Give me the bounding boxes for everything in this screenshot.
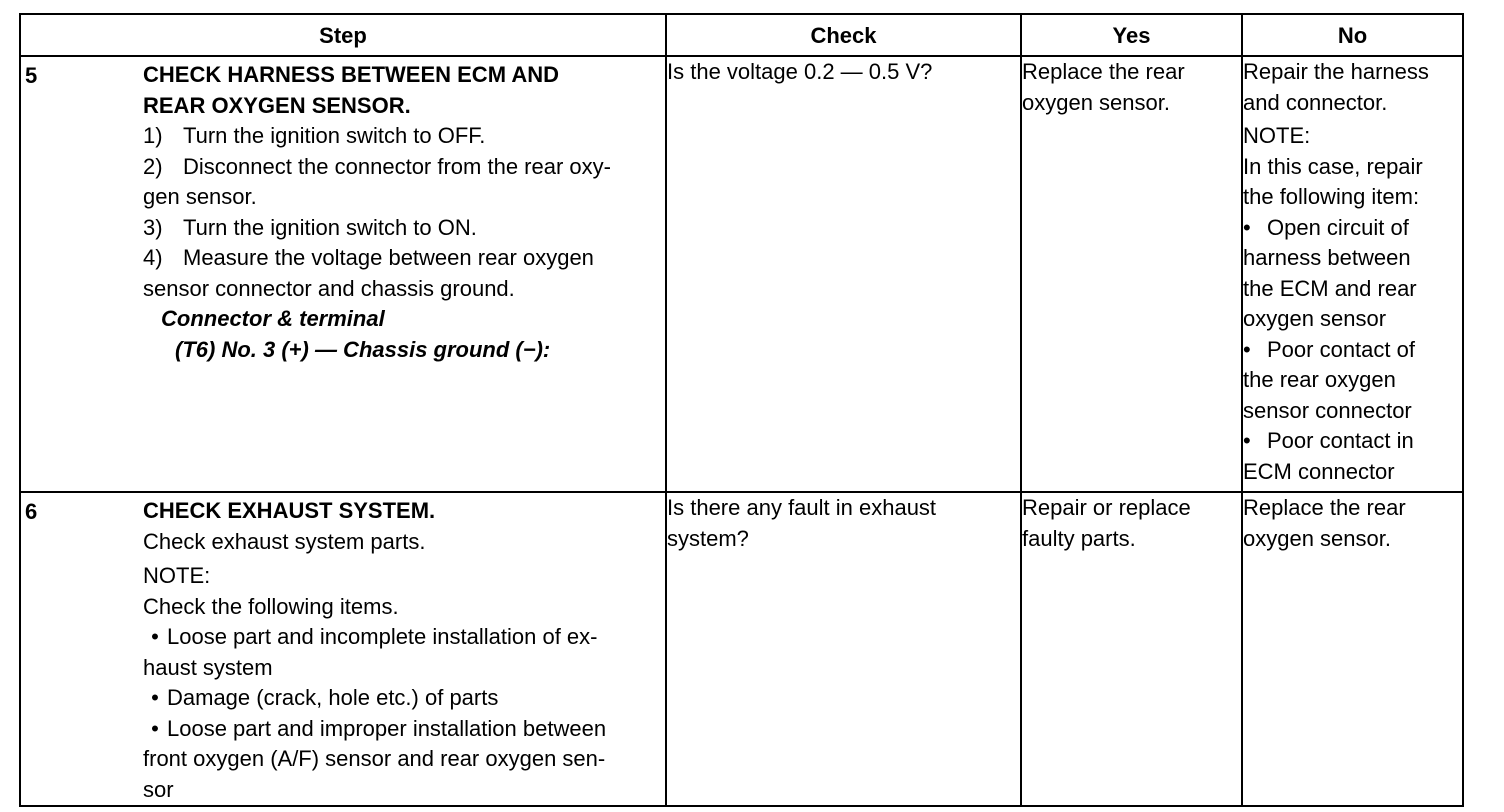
step-cell bbox=[20, 492, 666, 806]
check-text: Is the voltage 0.2 — 0.5 V? bbox=[667, 59, 933, 84]
instruction-text: Turn the ignition switch to OFF. bbox=[183, 123, 486, 148]
no-text-line: and connector. bbox=[1243, 89, 1388, 115]
bullet-text: harness between bbox=[1243, 245, 1411, 270]
header-yes: Yes bbox=[1021, 14, 1242, 56]
bullet-text: front oxygen (A/F) sensor and rear oxygen sen- bbox=[143, 746, 606, 771]
instruction-number: 1) bbox=[143, 123, 163, 148]
yes-cell bbox=[1021, 56, 1242, 492]
check-text-line: system? bbox=[667, 525, 749, 551]
bullet-icon: • bbox=[151, 624, 159, 649]
bullet-text: Loose part and improper installation between bbox=[167, 715, 607, 741]
step-instruction-continued bbox=[143, 274, 665, 305]
step-instruction bbox=[143, 121, 665, 152]
bullet-item bbox=[1243, 335, 1462, 366]
step-title: CHECK EXHAUST SYSTEM. bbox=[143, 498, 436, 523]
yes-text-line: Repair or replace bbox=[1022, 495, 1191, 520]
bullet-text: the ECM and rear bbox=[1243, 275, 1417, 301]
instruction-text: Turn the ignition switch to ON. bbox=[183, 214, 477, 240]
header-no: No bbox=[1242, 14, 1463, 56]
spec-value: (T6) No. 3 (+) — Chassis ground (−): bbox=[175, 336, 551, 362]
instruction-text: gen sensor. bbox=[143, 184, 257, 209]
no-text-line: Repair the harness bbox=[1243, 59, 1429, 84]
bullet-item bbox=[143, 622, 665, 653]
bullet-icon: • bbox=[1243, 428, 1251, 453]
step-instruction bbox=[143, 243, 665, 274]
step-content bbox=[21, 57, 665, 365]
bullet-icon: • bbox=[151, 685, 159, 710]
step-instruction bbox=[143, 213, 665, 244]
header-check: Check bbox=[666, 14, 1021, 56]
yes-cell bbox=[1021, 492, 1242, 806]
bullet-text: sensor connector bbox=[1243, 397, 1412, 423]
instruction-text: sensor connector and chassis ground. bbox=[143, 275, 515, 301]
bullet-text: Open circuit of bbox=[1267, 214, 1409, 240]
bullet-text: Poor contact of bbox=[1267, 336, 1415, 362]
instruction-number: 3) bbox=[143, 214, 163, 240]
step-title-line: REAR OXYGEN SENSOR. bbox=[143, 92, 411, 118]
yes-text-line: Replace the rear bbox=[1022, 59, 1185, 84]
instruction-number: 4) bbox=[143, 245, 163, 270]
note-heading: NOTE: bbox=[1243, 123, 1311, 148]
step-number: 5 bbox=[25, 63, 38, 88]
check-cell bbox=[666, 492, 1021, 806]
header-step: Step bbox=[20, 14, 666, 56]
no-cell bbox=[1242, 492, 1463, 806]
step-instruction bbox=[143, 152, 665, 183]
bullet-text: sor bbox=[143, 776, 174, 802]
table-row bbox=[20, 56, 1463, 492]
table-row bbox=[20, 492, 1463, 806]
procedure-table bbox=[19, 13, 1464, 807]
bullet-text: ECM connector bbox=[1243, 458, 1395, 484]
step-content bbox=[21, 493, 665, 805]
check-text-line: Is there any fault in exhaust bbox=[667, 495, 937, 520]
bullet-icon: • bbox=[1243, 336, 1251, 362]
bullet-text: haust system bbox=[143, 654, 273, 680]
no-cell bbox=[1242, 56, 1463, 492]
bullet-item bbox=[1243, 426, 1462, 457]
bullet-item bbox=[143, 683, 665, 714]
bullet-icon: • bbox=[151, 715, 159, 741]
step-instruction-continued bbox=[143, 182, 665, 213]
spec-label: Connector & terminal bbox=[161, 306, 385, 331]
yes-text-line: oxygen sensor. bbox=[1022, 89, 1170, 115]
note-intro: Check the following items. bbox=[143, 593, 399, 619]
note-line: the following item: bbox=[1243, 184, 1420, 209]
note-heading: NOTE: bbox=[143, 563, 211, 588]
bullet-text: Poor contact in bbox=[1267, 428, 1414, 453]
note-line: In this case, repair bbox=[1243, 153, 1423, 179]
yes-text-line: faulty parts. bbox=[1022, 525, 1136, 551]
instruction-text: Measure the voltage between rear oxygen bbox=[183, 245, 594, 270]
instruction-number: 2) bbox=[143, 153, 163, 179]
bullet-text: oxygen sensor bbox=[1243, 306, 1387, 331]
bullet-text: Damage (crack, hole etc.) of parts bbox=[167, 685, 499, 710]
step-cell bbox=[20, 56, 666, 492]
instruction-text: Disconnect the connector from the rear oxy- bbox=[183, 153, 611, 179]
step-body: Check exhaust system parts. bbox=[143, 528, 426, 554]
bullet-text: the rear oxygen bbox=[1243, 367, 1396, 392]
no-text-line: oxygen sensor. bbox=[1243, 525, 1391, 551]
check-cell bbox=[666, 56, 1021, 492]
no-text-line: Replace the rear bbox=[1243, 495, 1406, 520]
bullet-icon: • bbox=[1243, 214, 1251, 240]
step-title-line: CHECK HARNESS BETWEEN ECM AND bbox=[143, 62, 559, 87]
bullet-text: Loose part and incomplete installation of ex- bbox=[167, 624, 598, 649]
header-row bbox=[20, 14, 1463, 56]
step-number: 6 bbox=[25, 499, 38, 524]
bullet-item bbox=[143, 714, 665, 745]
bullet-item bbox=[1243, 213, 1462, 244]
